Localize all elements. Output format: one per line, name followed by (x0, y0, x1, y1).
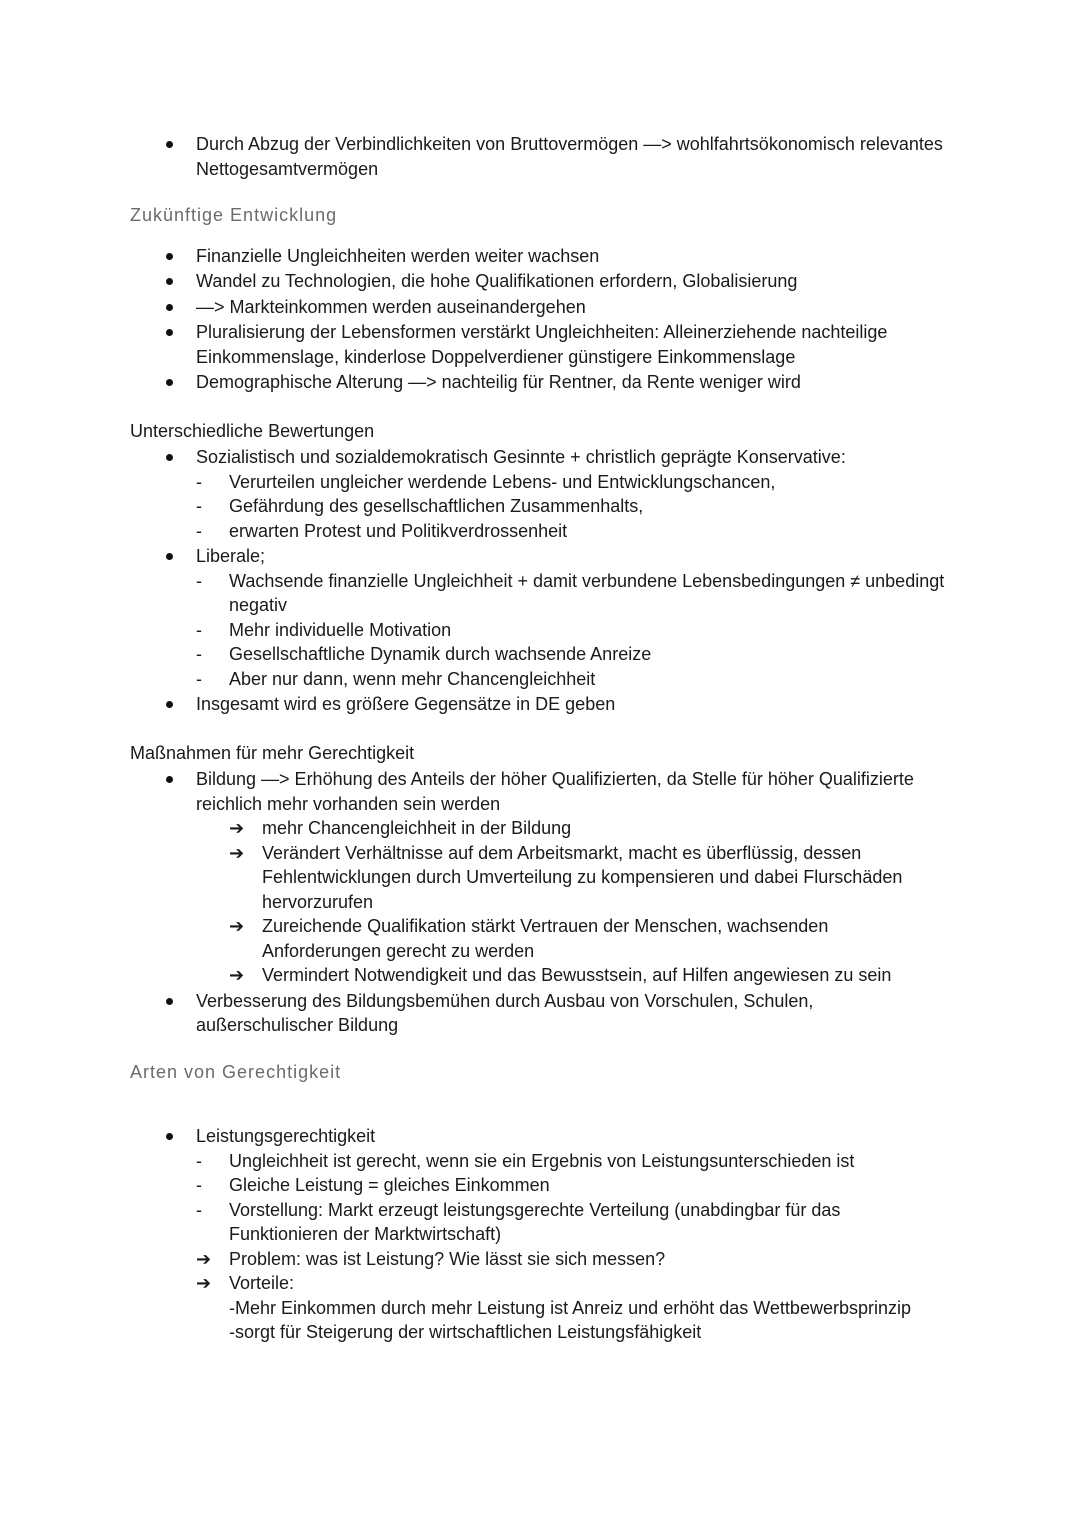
intro-list (130, 132, 950, 181)
arrow-item: ➔ Zureichende Qualifikation stärkt Vertrauen der Menschen, wachsenden Anforderungen gerecht zu werden (229, 916, 829, 961)
dash-icon: - (196, 1199, 202, 1220)
arrow-sublist (196, 1247, 950, 1345)
arrow-item: ➔ Problem: was ist Leistung? Wie lässt sie sich messen? (196, 1247, 950, 1272)
sublist-item: - erwarten Protest und Politikverdrossenheit (196, 519, 950, 544)
list-item: Verbesserung des Bildungsbemühen durch Ausbau von Vorschulen, Schulen, außerschulischer Bildung (130, 989, 950, 1038)
arrow-right-icon: ➔ (196, 1248, 212, 1269)
vorteil-line: -sorgt für Steigerung der wirtschaftlichen Leistungsfähigkeit (229, 1322, 702, 1342)
sublist-item: - Gefährdung des gesellschaftlichen Zusammenhalts, (196, 494, 950, 519)
sublist-item: - Gleiche Leistung = gleiches Einkommen (196, 1173, 950, 1198)
list-item: Liberale; - Wachsende finanzielle Ungleichheit + damit verbundene Lebensbedingungen ≠ unbedingt negativ - Mehr individuelle Motivation - Gesellschaftliche Dynamik durch wachsende Anreize - Aber nur dann, wenn mehr Chancengleichheit (130, 544, 950, 691)
sublist-item: - Aber nur dann, wenn mehr Chancengleichheit (196, 667, 950, 692)
dash-icon: - (196, 1150, 202, 1171)
section-heading-zukunft: Zukünftige Entwicklung (130, 205, 338, 225)
dash-icon: - (196, 520, 202, 541)
arrow-item: ➔ mehr Chancengleichheit in der Bildung (229, 816, 950, 841)
bullet-icon (166, 776, 173, 783)
sublist-item: - Gesellschaftliche Dynamik durch wachsende Anreize (196, 642, 950, 667)
section-heading-arten: Arten von Gerechtigkeit (130, 1061, 342, 1082)
arrow-right-icon: ➔ (229, 965, 245, 985)
dash-icon: - (196, 570, 202, 591)
document-page (130, 132, 950, 1346)
dash-icon: - (196, 644, 202, 664)
sublist-item: - Ungleichheit ist gerecht, wenn sie ein Ergebnis von Leistungsunterschieden ist (196, 1149, 950, 1174)
dash-icon: - (196, 496, 202, 516)
sublist-item: - Vorstellung: Markt erzeugt leistungsgerechte Verteilung (unabdingbar für das Funktionieren der Marktwirtschaft) (196, 1199, 841, 1244)
arrow-item: ➔ Verändert Verhältnisse auf dem Arbeitsmarkt, macht es überflüssig, dessen Fehlentwicklungen durch Umverteilung zu kompensieren und dabei Flurschäden hervorzurufen (229, 842, 903, 912)
sublist (196, 470, 950, 544)
list-item: Finanzielle Ungleichheiten werden weiter wachsen (130, 244, 950, 269)
bullet-icon (166, 253, 173, 260)
dash-icon: - (196, 1175, 202, 1195)
list-item: Insgesamt wird es größere Gegensätze in DE geben (130, 692, 950, 717)
bullet-icon (166, 141, 173, 148)
sublist-item: - Mehr individuelle Motivation (196, 618, 950, 643)
arrow-right-icon: ➔ (229, 842, 245, 863)
list-item: Sozialistisch und sozialdemokratisch Gesinnte + christlich geprägte Konservative: - Verurteilen ungleicher werdende Lebens- und Entwicklungschancen, - Gefährdung des gesellschaftlichen Zusammenhalts, - erwarten Protest und Politikverdrossenheit (130, 445, 950, 543)
zukunft-list (130, 244, 950, 395)
bullet-icon (166, 278, 173, 285)
arrow-right-icon: ➔ (196, 1273, 212, 1293)
arrow-item: ➔ Vorteile: -Mehr Einkommen durch mehr Leistung ist Anreiz und erhöht das Wettbewerbsprinzip -sorgt für Steigerung der wirtschaftlichen Leistungsfähigkeit (196, 1271, 950, 1345)
sublist-item: - Wachsende finanzielle Ungleichheit + damit verbundene Lebensbedingungen ≠ unbedingt negativ (196, 570, 945, 615)
arten-list (130, 1124, 950, 1345)
bewertungen-list (130, 445, 950, 717)
arrow-right-icon: ➔ (229, 818, 245, 838)
bullet-icon (166, 454, 173, 461)
bullet-icon (166, 304, 173, 311)
list-item: Pluralisierung der Lebensformen verstärkt Ungleichheiten: Alleinerziehende nachteilige Einkommenslage, kinderlose Doppelverdiener günstigere Einkommenslage (130, 320, 950, 369)
dash-icon: - (196, 619, 202, 640)
section-heading-massnahmen: Maßnahmen für mehr Gerechtigkeit (130, 742, 415, 763)
list-item: Durch Abzug der Verbindlichkeiten von Bruttovermögen —> wohlfahrtsökonomisch relevantes Nettogesamtvermögen (130, 132, 950, 181)
vorteile-lines (229, 1296, 950, 1345)
bullet-icon (166, 379, 173, 386)
bullet-icon (166, 701, 173, 708)
sublist (196, 1149, 950, 1247)
arrow-right-icon: ➔ (229, 916, 245, 936)
sublist (196, 569, 950, 692)
list-item: Leistungsgerechtigkeit - Ungleichheit ist gerecht, wenn sie ein Ergebnis von Leistungsunterschieden ist - Gleiche Leistung = gleiches Einkommen - Vorstellung: Markt erzeugt leistungsgerechte Verteilung (unabdingbar für das Funktionieren der Marktwirtschaft) ➔ Problem: was ist Leistung? Wie lässt sie sich messen? ➔ Vorteile: -Mehr Einkommen durch mehr Leistung ist Anreiz und erhöht das Wettbewerbsprinzip -sorgt für Steigerung der wirtschaftlichen Leistungsfähigkeit (130, 1124, 950, 1345)
dash-icon: - (196, 668, 202, 689)
list-item: Wandel zu Technologien, die hohe Qualifikationen erfordern, Globalisierung (130, 269, 950, 294)
section-heading-bewertungen: Unterschiedliche Bewertungen (130, 420, 375, 441)
list-item: —> Markteinkommen werden auseinandergehen (130, 295, 950, 320)
bullet-icon (166, 329, 173, 336)
dash-icon: - (196, 471, 202, 492)
massnahmen-list (130, 767, 950, 1038)
sublist-item: - Verurteilen ungleicher werdende Lebens- und Entwicklungschancen, (196, 470, 950, 495)
arrow-sublist (229, 816, 950, 988)
vorteil-line: -Mehr Einkommen durch mehr Leistung ist Anreiz und erhöht das Wettbewerbsprinzip (229, 1297, 911, 1318)
list-item: Demographische Alterung —> nachteilig für Rentner, da Rente weniger wird (130, 370, 950, 395)
bullet-icon (166, 553, 173, 560)
list-item: Bildung —> Erhöhung des Anteils der höher Qualifizierten, da Stelle für höher Qualifizierte reichlich mehr vorhanden sein werden ➔ mehr Chancengleichheit in der Bildung ➔ Verändert Verhältnisse auf dem Arbeitsmarkt, macht es überflüssig, dessen Fehlentwicklungen durch Umverteilung zu kompensieren und dabei Flurschäden hervorzurufen ➔ Zureichende Qualifikation stärkt Vertrauen der Menschen, wachsenden Anforderungen gerecht zu werden ➔ Vermindert Notwendigkeit und das Bewusstsein, auf Hilfen angewiesen zu sein (130, 767, 950, 988)
bullet-icon (166, 1133, 173, 1140)
arrow-item: ➔ Vermindert Notwendigkeit und das Bewusstsein, auf Hilfen angewiesen zu sein (229, 963, 950, 988)
bullet-icon (166, 998, 173, 1005)
